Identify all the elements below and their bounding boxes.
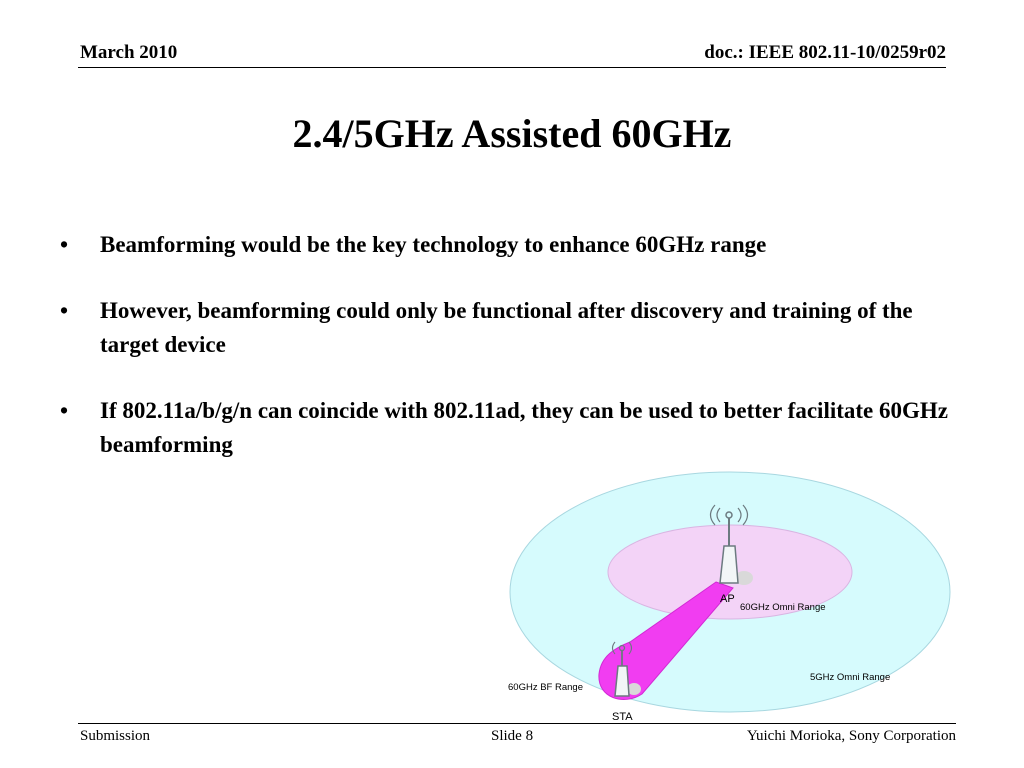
bullet-text: Beamforming would be the key technology to enhance 60GHz range — [100, 232, 767, 257]
bullet-text: If 802.11a/b/g/n can coincide with 802.11ad, they can be used to better facilitate 60GHz beamforming — [100, 398, 948, 457]
bullet-item — [60, 394, 970, 462]
bullet-item — [60, 228, 970, 262]
omni-60ghz-label: 60GHz Omni Range — [740, 602, 826, 613]
footer-author: Yuichi Morioka, Sony Corporation — [746, 728, 956, 744]
slide-title: 2.4/5GHz Assisted 60GHz — [292, 111, 732, 156]
range-diagram — [500, 470, 970, 730]
header-date: March 2010 — [80, 42, 178, 63]
bullet-text: However, beamforming could only be functional after discovery and training of the target device — [100, 298, 913, 357]
sta-label: STA — [612, 711, 633, 723]
ap-label: AP — [720, 593, 735, 605]
footer-submission: Submission — [80, 728, 151, 744]
bullet-marker: • — [60, 398, 69, 423]
bullet-item — [60, 294, 970, 362]
bullet-marker: • — [60, 232, 69, 257]
header-divider — [78, 67, 946, 68]
footer-slide-number: Slide 8 — [491, 728, 534, 744]
header-doc-id: doc.: IEEE 802.11-10/0259r02 — [704, 42, 946, 63]
omni-5ghz-label: 5GHz Omni Range — [810, 672, 891, 683]
bf-60ghz-label: 60GHz BF Range — [508, 682, 583, 693]
bullet-marker: • — [60, 298, 69, 323]
bullet-list — [60, 228, 970, 494]
footer-divider — [78, 723, 956, 724]
